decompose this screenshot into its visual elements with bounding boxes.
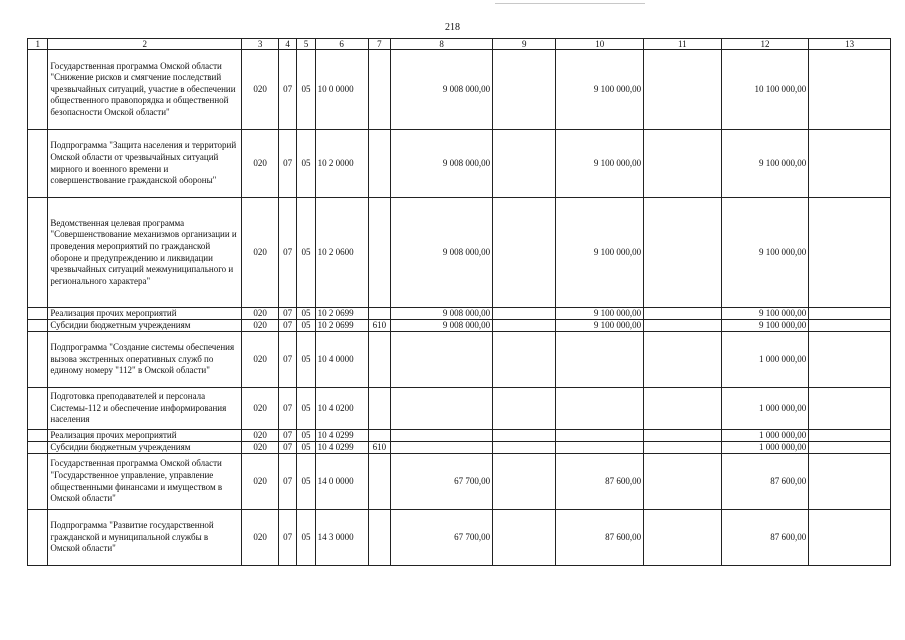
column-header: 1 <box>28 39 48 50</box>
ved-cell: 020 <box>242 388 279 430</box>
column-header: 3 <box>242 39 279 50</box>
column-header: 12 <box>721 39 809 50</box>
csr-cell: 10 2 0600 <box>315 198 368 308</box>
csr-cell: 10 4 0000 <box>315 332 368 388</box>
amount-col10-cell: 9 100 000,00 <box>556 130 644 198</box>
amount-col8-cell <box>391 388 493 430</box>
table-row <box>28 320 891 332</box>
csr-cell: 14 3 0000 <box>315 510 368 566</box>
table-row <box>28 430 891 442</box>
amount-col9-cell <box>493 454 556 510</box>
amount-col11-cell <box>644 50 722 130</box>
amount-col10-cell <box>556 430 644 442</box>
vr-cell <box>368 430 390 442</box>
amount-col11-cell <box>644 388 722 430</box>
ved-cell: 020 <box>242 332 279 388</box>
table-body <box>28 50 891 566</box>
column-header: 11 <box>644 39 722 50</box>
table-row <box>28 454 891 510</box>
program-name-cell: Субсидии бюджетным учреждениям <box>48 442 242 454</box>
amount-col13-cell <box>809 442 891 454</box>
table-row <box>28 332 891 388</box>
row-index-cell <box>28 50 48 130</box>
amount-col9-cell <box>493 50 556 130</box>
column-header: 7 <box>368 39 390 50</box>
amount-col8-cell: 67 700,00 <box>391 510 493 566</box>
column-header: 8 <box>391 39 493 50</box>
ved-cell: 020 <box>242 320 279 332</box>
amount-col8-cell: 9 008 000,00 <box>391 320 493 332</box>
vr-cell <box>368 332 390 388</box>
rz-cell: 07 <box>278 198 296 308</box>
rz-cell: 07 <box>278 50 296 130</box>
column-header: 2 <box>48 39 242 50</box>
amount-col10-cell <box>556 442 644 454</box>
amount-col11-cell <box>644 308 722 320</box>
ved-cell: 020 <box>242 198 279 308</box>
table-row <box>28 308 891 320</box>
amount-col13-cell <box>809 50 891 130</box>
pr-cell: 05 <box>297 510 315 566</box>
amount-col12-cell: 1 000 000,00 <box>721 442 809 454</box>
amount-col9-cell <box>493 388 556 430</box>
amount-col9-cell <box>493 430 556 442</box>
amount-col11-cell <box>644 198 722 308</box>
csr-cell: 10 2 0000 <box>315 130 368 198</box>
vr-cell <box>368 454 390 510</box>
program-name-cell: Ведомственная целевая программа "Совершенствование механизмов организации и проведения мероприятий по гражданской обороне и предупреждению и ликвидации чрезвычайных ситуаций межмуниципального и регионального характера" <box>48 198 242 308</box>
rz-cell: 07 <box>278 308 296 320</box>
rz-cell: 07 <box>278 454 296 510</box>
rz-cell: 07 <box>278 430 296 442</box>
row-index-cell <box>28 430 48 442</box>
amount-col12-cell: 1 000 000,00 <box>721 388 809 430</box>
pr-cell: 05 <box>297 130 315 198</box>
table-row <box>28 50 891 130</box>
amount-col11-cell <box>644 454 722 510</box>
amount-col10-cell <box>556 332 644 388</box>
amount-col12-cell: 9 100 000,00 <box>721 308 809 320</box>
amount-col9-cell <box>493 332 556 388</box>
amount-col12-cell: 10 100 000,00 <box>721 50 809 130</box>
amount-col13-cell <box>809 454 891 510</box>
program-name-cell: Субсидии бюджетным учреждениям <box>48 320 242 332</box>
program-name-cell: Подпрограмма "Создание системы обеспечения вызова экстренных оперативных служб по единому номеру "112" в Омской области" <box>48 332 242 388</box>
vr-cell <box>368 130 390 198</box>
amount-col10-cell: 9 100 000,00 <box>556 198 644 308</box>
pr-cell: 05 <box>297 50 315 130</box>
amount-col12-cell: 9 100 000,00 <box>721 198 809 308</box>
table-row <box>28 130 891 198</box>
column-number-row <box>28 39 891 50</box>
amount-col13-cell <box>809 510 891 566</box>
table-row <box>28 388 891 430</box>
vr-cell <box>368 308 390 320</box>
amount-col10-cell: 87 600,00 <box>556 454 644 510</box>
amount-col12-cell: 9 100 000,00 <box>721 130 809 198</box>
amount-col11-cell <box>644 442 722 454</box>
amount-col8-cell <box>391 430 493 442</box>
csr-cell: 10 4 0200 <box>315 388 368 430</box>
amount-col13-cell <box>809 198 891 308</box>
rz-cell: 07 <box>278 130 296 198</box>
amount-col13-cell <box>809 430 891 442</box>
row-index-cell <box>28 454 48 510</box>
row-index-cell <box>28 320 48 332</box>
amount-col11-cell <box>644 320 722 332</box>
amount-col13-cell <box>809 130 891 198</box>
amount-col10-cell: 9 100 000,00 <box>556 320 644 332</box>
vr-cell <box>368 388 390 430</box>
rz-cell: 07 <box>278 320 296 332</box>
ved-cell: 020 <box>242 308 279 320</box>
amount-col8-cell: 9 008 000,00 <box>391 50 493 130</box>
amount-col9-cell <box>493 320 556 332</box>
amount-col13-cell <box>809 388 891 430</box>
ved-cell: 020 <box>242 454 279 510</box>
column-header: 4 <box>278 39 296 50</box>
column-header: 13 <box>809 39 891 50</box>
row-index-cell <box>28 388 48 430</box>
amount-col13-cell <box>809 308 891 320</box>
amount-col9-cell <box>493 130 556 198</box>
rz-cell: 07 <box>278 388 296 430</box>
amount-col12-cell: 1 000 000,00 <box>721 430 809 442</box>
amount-col9-cell <box>493 510 556 566</box>
amount-col11-cell <box>644 130 722 198</box>
pr-cell: 05 <box>297 442 315 454</box>
amount-col11-cell <box>644 430 722 442</box>
vr-cell <box>368 510 390 566</box>
pr-cell: 05 <box>297 332 315 388</box>
rz-cell: 07 <box>278 510 296 566</box>
row-index-cell <box>28 510 48 566</box>
row-index-cell <box>28 308 48 320</box>
pr-cell: 05 <box>297 198 315 308</box>
amount-col12-cell: 1 000 000,00 <box>721 332 809 388</box>
pr-cell: 05 <box>297 388 315 430</box>
amount-col10-cell: 87 600,00 <box>556 510 644 566</box>
program-name-cell: Государственная программа Омской области "Снижение рисков и смягчение последствий чрезвычайных ситуаций, участие в обеспечении общественного правопорядка и общественной безопасности Омской области" <box>48 50 242 130</box>
csr-cell: 10 2 0699 <box>315 308 368 320</box>
column-header: 5 <box>297 39 315 50</box>
amount-col8-cell: 9 008 000,00 <box>391 308 493 320</box>
table-header <box>28 39 891 50</box>
amount-col10-cell <box>556 388 644 430</box>
program-name-cell: Подготовка преподавателей и персонала Системы-112 и обеспечение информирования населения <box>48 388 242 430</box>
amount-col9-cell <box>493 308 556 320</box>
pr-cell: 05 <box>297 454 315 510</box>
ved-cell: 020 <box>242 442 279 454</box>
vr-cell: 610 <box>368 442 390 454</box>
amount-col8-cell: 67 700,00 <box>391 454 493 510</box>
table-row <box>28 198 891 308</box>
amount-col11-cell <box>644 510 722 566</box>
csr-cell: 10 4 0299 <box>315 442 368 454</box>
table-row <box>28 442 891 454</box>
rz-cell: 07 <box>278 442 296 454</box>
row-index-cell <box>28 332 48 388</box>
scan-artifact-line <box>495 3 645 4</box>
pr-cell: 05 <box>297 308 315 320</box>
program-name-cell: Реализация прочих мероприятий <box>48 430 242 442</box>
amount-col8-cell: 9 008 000,00 <box>391 198 493 308</box>
page-number: 218 <box>445 22 460 33</box>
row-index-cell <box>28 130 48 198</box>
csr-cell: 10 4 0299 <box>315 430 368 442</box>
amount-col13-cell <box>809 332 891 388</box>
csr-cell: 10 0 0000 <box>315 50 368 130</box>
amount-col12-cell: 87 600,00 <box>721 510 809 566</box>
column-header: 10 <box>556 39 644 50</box>
csr-cell: 14 0 0000 <box>315 454 368 510</box>
amount-col10-cell: 9 100 000,00 <box>556 50 644 130</box>
vr-cell: 610 <box>368 320 390 332</box>
amount-col8-cell <box>391 442 493 454</box>
csr-cell: 10 2 0699 <box>315 320 368 332</box>
vr-cell <box>368 198 390 308</box>
pr-cell: 05 <box>297 320 315 332</box>
amount-col13-cell <box>809 320 891 332</box>
amount-col8-cell <box>391 332 493 388</box>
amount-col9-cell <box>493 198 556 308</box>
program-name-cell: Подпрограмма "Защита населения и территорий Омской области от чрезвычайных ситуаций мирного и военного времени и совершенствование гражданской обороны" <box>48 130 242 198</box>
program-name-cell: Государственная программа Омской области "Государственное управление, управление общественными финансами и имуществом в Омской области" <box>48 454 242 510</box>
amount-col12-cell: 9 100 000,00 <box>721 320 809 332</box>
rz-cell: 07 <box>278 332 296 388</box>
amount-col9-cell <box>493 442 556 454</box>
ved-cell: 020 <box>242 510 279 566</box>
pr-cell: 05 <box>297 430 315 442</box>
program-name-cell: Реализация прочих мероприятий <box>48 308 242 320</box>
column-header: 6 <box>315 39 368 50</box>
ved-cell: 020 <box>242 430 279 442</box>
ved-cell: 020 <box>242 50 279 130</box>
ved-cell: 020 <box>242 130 279 198</box>
vr-cell <box>368 50 390 130</box>
table-row <box>28 510 891 566</box>
amount-col11-cell <box>644 332 722 388</box>
budget-table <box>27 38 891 566</box>
column-header: 9 <box>493 39 556 50</box>
row-index-cell <box>28 198 48 308</box>
row-index-cell <box>28 442 48 454</box>
amount-col8-cell: 9 008 000,00 <box>391 130 493 198</box>
program-name-cell: Подпрограмма "Развитие государственной гражданской и муниципальной службы в Омской области" <box>48 510 242 566</box>
amount-col12-cell: 87 600,00 <box>721 454 809 510</box>
amount-col10-cell: 9 100 000,00 <box>556 308 644 320</box>
